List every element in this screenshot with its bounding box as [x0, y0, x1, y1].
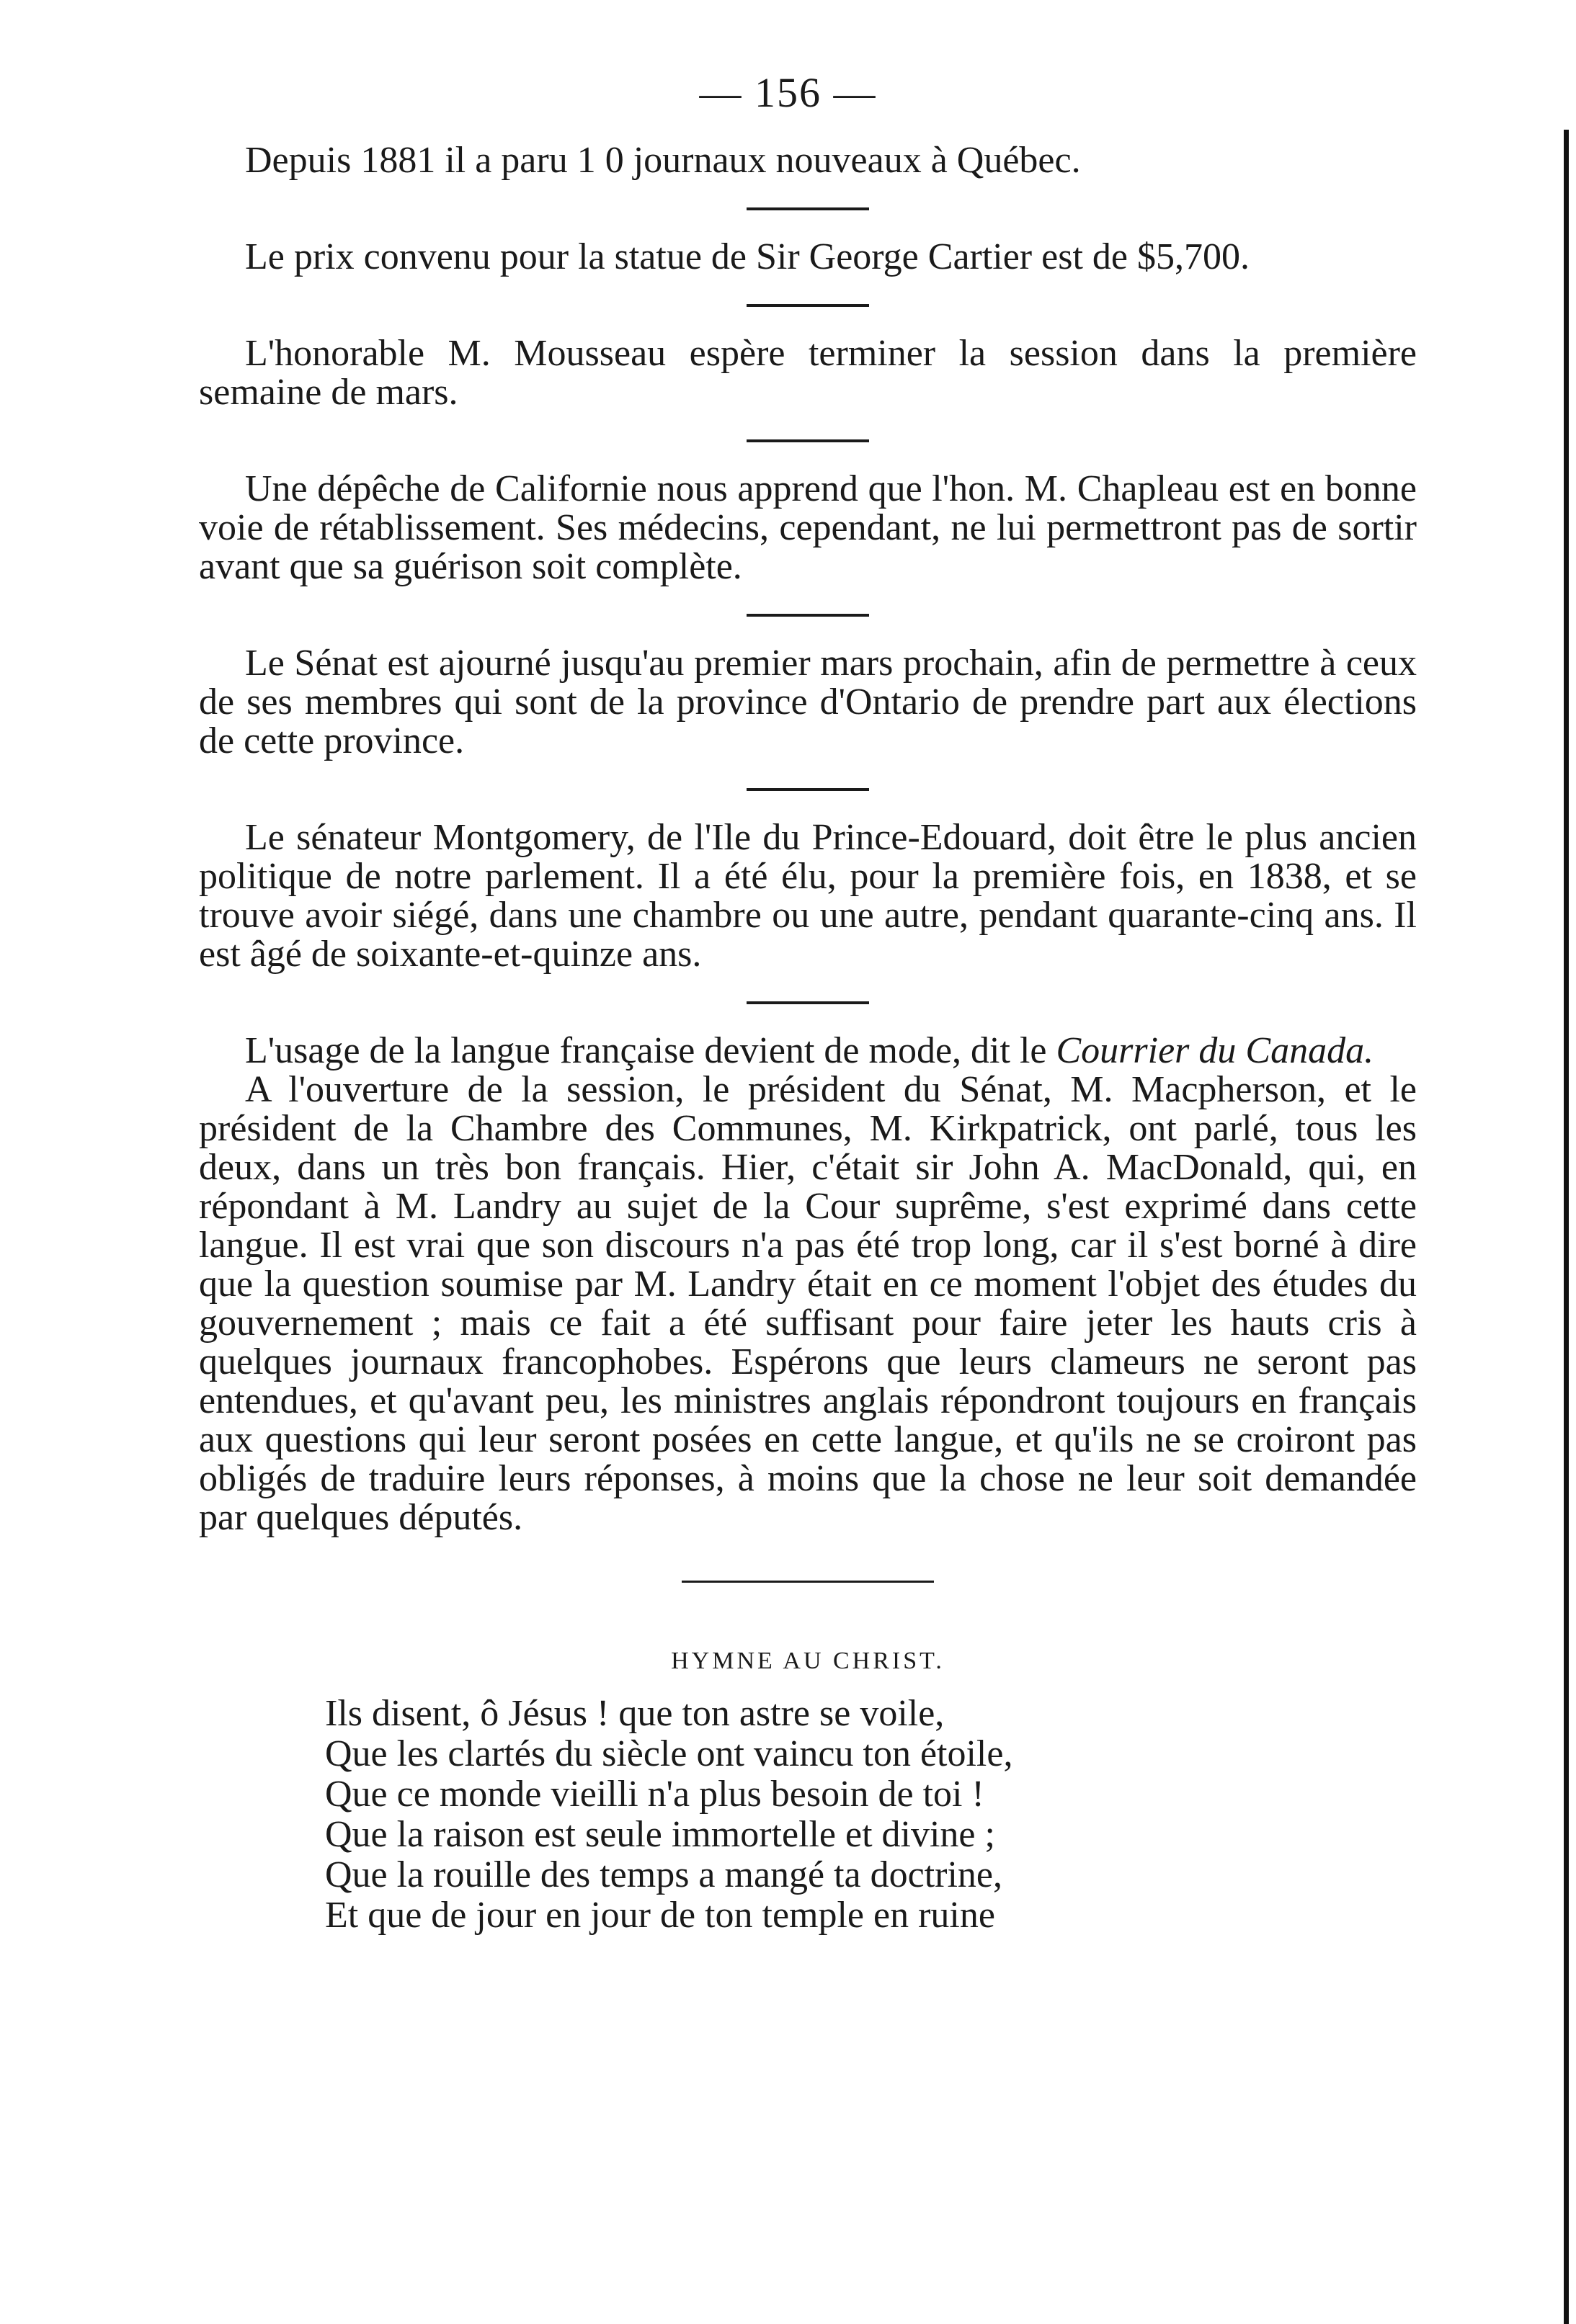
paragraph-journaux: Depuis 1881 il a paru 1 0 journaux nouveaux à Québec. [245, 140, 1081, 181]
paragraph-statue-cartier: Le prix convenu pour la statue de Sir George Cartier est de $5,700. [245, 236, 1250, 277]
poem-line: Et que de jour en jour de ton temple en ruine [325, 1895, 995, 1936]
poem-line: Ils disent, ô Jésus ! que ton astre se voile, [325, 1693, 945, 1734]
separator-rule [747, 614, 869, 617]
paragraph-senat: Le Sénat est ajourné jusqu'au premier mars prochain, afin de permettre à ceux de ses membres qui sont de la province d'Ontario de prendre part aux élections de cette province. [199, 643, 1417, 761]
separator-rule [747, 788, 869, 791]
section-divider [682, 1581, 934, 1583]
poem-stanza [325, 1694, 1417, 1936]
poem-line: Que les clartés du siècle ont vaincu ton étoile, [325, 1733, 1013, 1774]
separator-rule [747, 207, 869, 210]
paragraph-ouverture-session: A l'ouverture de la session, le président du Sénat, M. Macpherson, et le président de la Chambre des Communes, M. Kirkpatrick, ont parlé, tous les deux, dans un très bon français. Hier, c'était sir John A. MacDonald, qui, en répondant à M. Landry au sujet de la Cour suprême, s'est exprimé dans cette langue. Il est vrai que son discours n'a pas été trop long, car il s'est borné à dire que la question soumise par M. Landry était en ce moment l'objet des études du gouvernement ; mais ce fait a été suffisant pour faire jeter les hauts cris à quelques journaux francophobes. Espérons que leurs clameurs ne seront pas entendues, et qu'avant peu, les ministres anglais répondront toujours en français aux questions qui leur seront posées en cette langue, et qu'ils ne se croiront pas obligés de traduire leurs réponses, à moins que la chose ne leur soit demandée par quelques députés. [199, 1069, 1417, 1538]
poem-line: Que ce monde vieilli n'a plus besoin de toi ! [325, 1774, 984, 1815]
paragraph-chapleau: Une dépêche de Californie nous apprend que l'hon. M. Chapleau est en bonne voie de rétablissement. Ses médecins, cependant, ne lui permettront pas de sortir avant que sa guérison soit complète. [199, 468, 1417, 587]
separator-rule [747, 1001, 869, 1004]
poem-line: Que la rouille des temps a mangé ta doctrine, [325, 1854, 1003, 1895]
binding-edge-line [1564, 130, 1569, 2324]
poem-title: HYMNE AU CHRIST. [671, 1648, 945, 1674]
text-column [199, 141, 1417, 1936]
page-number: — 156 — [699, 69, 877, 116]
poem-line: Que la raison est seule immortelle et divine ; [325, 1814, 995, 1855]
separator-rule [747, 304, 869, 307]
courrier-du-canada-title: Courrier du Canada. [1056, 1030, 1374, 1071]
usage-text: L'usage de la langue française devient de mode, dit le [245, 1030, 1056, 1071]
paragraph-mousseau: L'honorable M. Mousseau espère terminer la session dans la première semaine de mars. [199, 333, 1417, 413]
paragraph-montgomery: Le sénateur Montgomery, de l'Ile du Prince-Edouard, doit être le plus ancien politique de notre parlement. Il a été élu, pour la première fois, en 1838, et se trouve avoir siégé, dans une chambre ou une autre, pendant quarante-cinq ans. Il est âgé de soixante-et-quinze ans. [199, 817, 1417, 975]
paragraph-usage-langue [199, 1032, 1417, 1071]
separator-rule [747, 439, 869, 442]
